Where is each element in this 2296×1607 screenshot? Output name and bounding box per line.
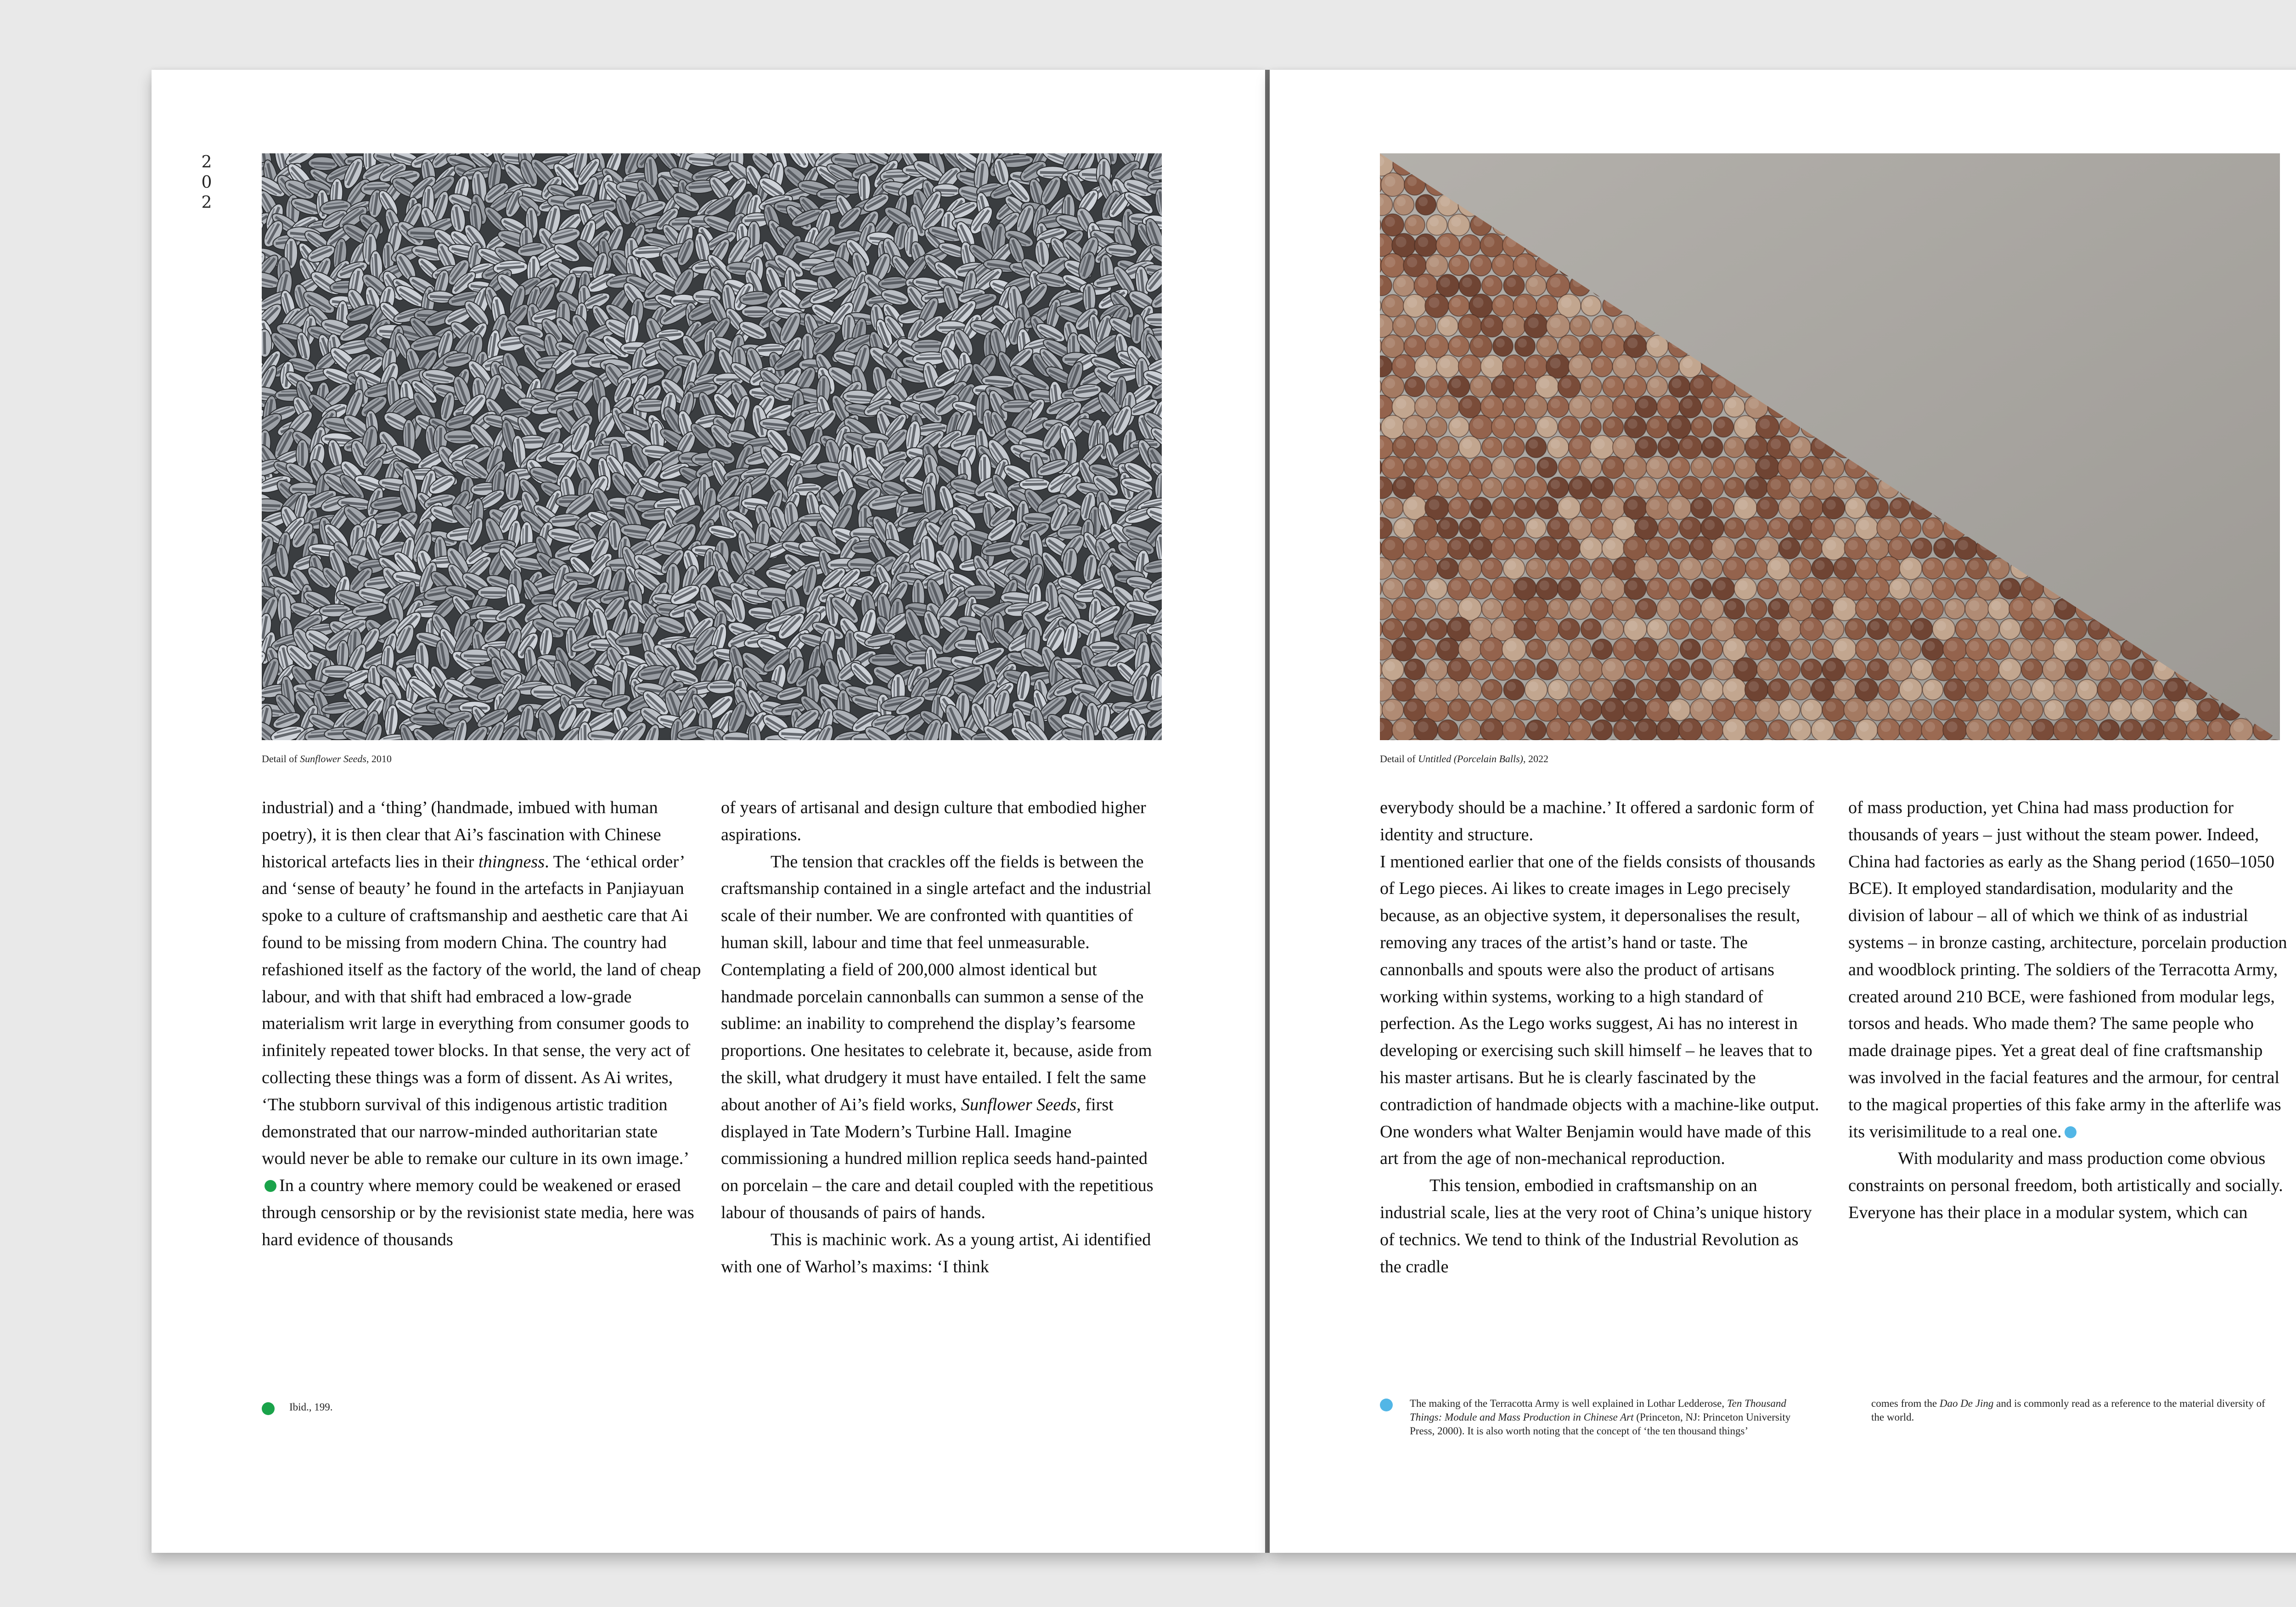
caption-left: Detail of Sunflower Seeds, 2010 — [262, 753, 392, 764]
paragraph: industrial) and a ‘thing’ (handmade, imbued with human poetry), it is then clear that Ai’s fascination with Chinese historical artefacts lies in their thingness. The ‘ethical order’ and ‘sense of beauty’ he found in the artefacts in Panjiayuan spoke to a culture of craftsmanship and aesthetic care that Ai found to be missing from modern China. The country had refashioned itself as the factory of the world, the land of cheap labour, and with that shift had embraced a low-grade materialism writ large in everything from consumer goods to infinitely repeated tower blocks. In that sense, the very act of collecting these things was a form of dissent. As Ai writes, ‘The stubborn survival of this indigenous artistic tradition demonstrated that our narrow-minded authoritarian state would never be able to remake our culture in its own image.’In a country where memory could be weakened or erased through censorship or by the revisionist state media, here was hard evidence of thousands — [262, 798, 701, 1249]
footnote-marker-blue — [2065, 1126, 2077, 1138]
paragraph: The tension that crackles off the fields is between the craftsmanship contained in a single artefact and the industrial scale of their number. We are confronted with quantities of human skill, labour and time that feel unmeasurable. Contemplating a field of 200,000 almost identical but handmade porcelain cannonballs can summon a sense of the sublime: an inability to comprehend the display’s fearsome proportions. One hesitates to celebrate it, because, aside from the skill, what drudgery it must have entailed. I felt the same about another of Ai’s field works, Sunflower Seeds, first displayed in Tate Modern’s Turbine Hall. Imagine commissioning a hundred million replica seeds hand-painted on porcelain – the care and detail coupled with the repetitious labour of thousands of pairs of hands. — [721, 852, 1154, 1222]
body-column-left-1 — [262, 794, 705, 1253]
footnote-right-1: The making of the Terracotta Army is well explained in Lothar Ledderose, Ten Thousand Things: Module and Mass Production in Chinese Art (Princeton, NJ: Princeton University Press, 2000). It is also worth noting that the concept of ‘the ten thousand things’ — [1410, 1398, 1791, 1437]
paragraph: of mass production, yet China had mass production for thousands of years – just without the steam power. Indeed, China had factories as early as the Shang period (1650–1050 BCE). It employed standardisation, modularity and the division of labour – all of which we think of as industrial systems – in bronze casting, architecture, porcelain production and woodblock printing. The soldiers of the Terracotta Army, created around 210 BCE, were fashioned from modular legs, torsos and heads. Who made them? The same people who made drainage pipes. Yet a great deal of fine craftsmanship was involved in the facial features and the armour, for central to the magical properties of this fake army in the afterlife was its verisimilitude to a real one. — [1848, 798, 2287, 1141]
paragraph: I mentioned earlier that one of the fields consists of thousands of Lego pieces. Ai likes to create images in Lego precisely because, as an objective system, it depersonalises the result, removing any traces of the artist’s hand or taste. The cannonballs and spouts were also the product of artisans working within systems, working to a high standard of perfection. As the Lego works suggest, Ai has no interest in developing or exercising such skill himself – he leaves that to his master artisans. But he is clearly fascinated by the contradiction of handmade objects with a machine-like output. One wonders what Walter Benjamin would have made of this art from the age of non-mechanical reproduction. — [1380, 852, 1819, 1169]
footnote-marker-blue — [1380, 1399, 1393, 1411]
caption-right: Detail of Untitled (Porcelain Balls), 2022 — [1380, 753, 1549, 764]
paragraph: of years of artisanal and design culture that embodied higher aspirations. — [721, 798, 1146, 844]
italic-title: Dao De Jing — [1939, 1398, 1994, 1409]
footnote-left: Ibid., 199. — [289, 1401, 333, 1413]
italic-title: Ten Thousand Things: Module and Mass Production in Chinese Art — [1410, 1398, 1786, 1423]
paragraph: This tension, embodied in craftsmanship on an industrial scale, lies at the very root of China’s unique history of technics. We tend to think of the Industrial Revolution as the cradle — [1380, 1176, 1812, 1276]
left-page — [152, 70, 1265, 1553]
sunflower-seeds-photo — [262, 153, 1162, 740]
paragraph: everybody should be a machine.’ It offered a sardonic form of identity and structure. — [1380, 798, 1814, 844]
footnote-right-2: comes from the Dao De Jing and is commonly read as a reference to the material diversity of the world. — [1871, 1398, 2265, 1423]
porcelain-balls-photo — [1380, 153, 2280, 740]
footnote-marker-green — [264, 1180, 276, 1192]
body-column-left-2 — [721, 794, 1164, 1280]
spine-gutter — [1265, 70, 1270, 1553]
italic-title: Sunflower Seeds — [961, 1095, 1077, 1114]
paragraph: With modularity and mass production come obvious constraints on personal freedom, both artistically and socially. Everyone has their place in a modular system, which can — [1848, 1149, 2283, 1222]
body-column-right-1 — [1380, 794, 1823, 1280]
paragraph: This is machinic work. As a young artist, Ai identified with one of Warhol’s maxims: ‘I think — [721, 1230, 1151, 1276]
body-column-right-2 — [1848, 794, 2291, 1226]
sunflower-seeds-image — [262, 153, 1162, 740]
italic-title: thingness — [478, 852, 545, 871]
porcelain-balls-image — [1380, 153, 2280, 740]
footnote-marker-green — [262, 1402, 275, 1415]
right-page — [1270, 70, 2296, 1553]
page-number-left: 2 0 2 — [201, 153, 212, 212]
